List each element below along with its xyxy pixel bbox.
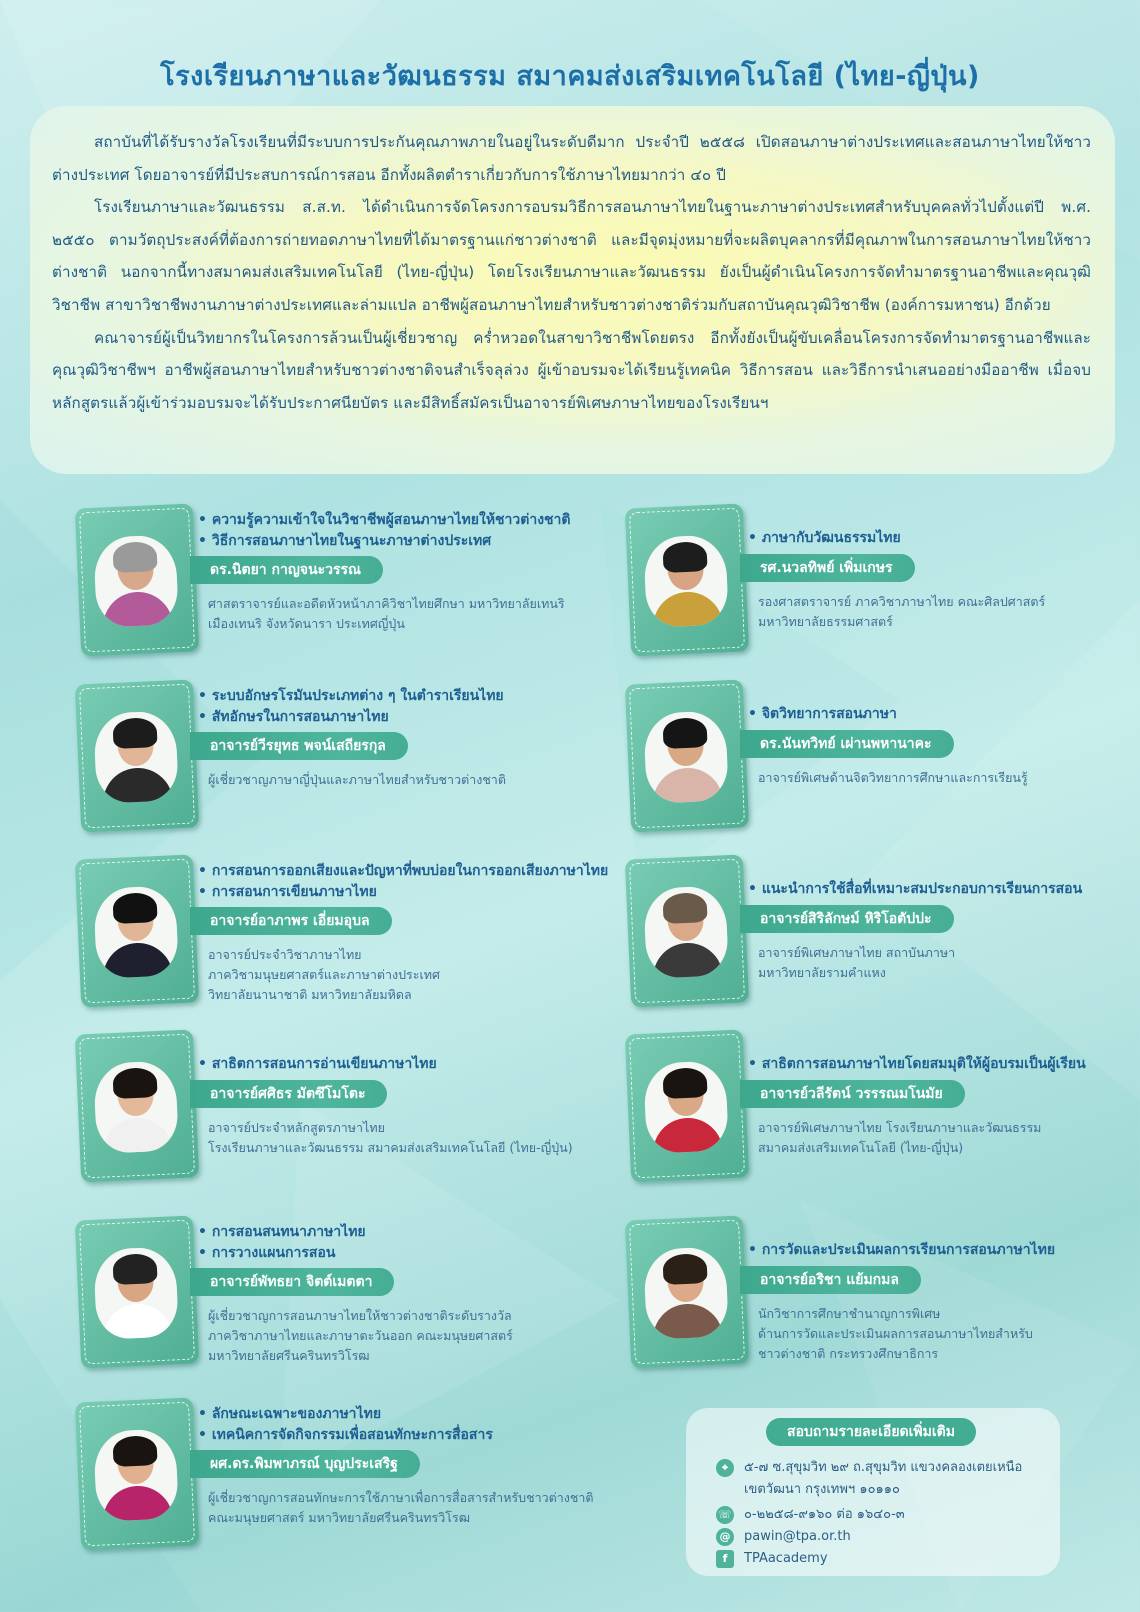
instructor-description bbox=[758, 592, 1140, 632]
intro-paragraph-1: สถาบันที่ได้รับรางวัลโรงเรียนที่มีระบบการประกันคุณภาพภายในอยู่ในระดับดีมาก ประจำปี ๒๕๕๘ เปิดสอนภาษาต่างประเทศและสอนภาษาไทยให้ชาวต่างประเทศ โดยอาจารย์ที่มีประสบการณ์การสอน อีกทั้งผลิตตำราเกี่ยวกับการใช้ภาษาไทยมากว่า ๔๐ ปี bbox=[52, 133, 1091, 184]
description-line: ผู้เชี่ยวชาญการสอนภาษาไทยให้ชาวต่างชาติระดับรางวัล bbox=[208, 1308, 512, 1323]
description-line: ผู้เชี่ยวชาญภาษาญี่ปุ่นและภาษาไทยสำหรับชาวต่างชาติ bbox=[208, 772, 506, 787]
portrait-hair bbox=[112, 1253, 157, 1285]
instructor-name: อาจารย์วีรยุทธ พจน์เสถียรกุล bbox=[190, 732, 408, 760]
description-line: คณะมนุษยศาสตร์ มหาวิทยาลัยศรีนครินทรวิโรฒ bbox=[208, 1510, 470, 1525]
topic-item: • การสอนสนทนาภาษาไทย bbox=[198, 1222, 638, 1243]
instructor-card bbox=[78, 682, 638, 842]
photo-frame bbox=[75, 1029, 199, 1182]
description-line: สมาคมส่งเสริมเทคโนโลยี (ไทย-ญี่ปุ่น) bbox=[758, 1140, 964, 1155]
portrait-head bbox=[117, 898, 155, 942]
instructor-portrait bbox=[93, 710, 179, 803]
instructor-name: อาจารย์อริชา แย้มกมล bbox=[740, 1266, 921, 1294]
description-line: อาจารย์พิเศษภาษาไทย โรงเรียนภาษาและวัฒนธรรม bbox=[758, 1120, 1042, 1135]
portrait-hair bbox=[662, 1067, 707, 1099]
instructor-card bbox=[628, 857, 1140, 1017]
photo-frame bbox=[625, 1029, 749, 1182]
location-pin-icon: ⌖ bbox=[716, 1459, 734, 1477]
instructor-card bbox=[628, 1032, 1140, 1192]
description-line: ศาสตราจารย์และอดีตหัวหน้าภาคิวิชาไทยศึกษา มหาวิทยาลัยเทนริ bbox=[208, 596, 565, 611]
portrait-hair bbox=[662, 717, 707, 749]
portrait-head bbox=[667, 1073, 705, 1117]
description-line: ภาควิชาภาษาไทยและภาษาตะวันออก คณะมนุษยศาสตร์ bbox=[208, 1328, 513, 1343]
topic-list bbox=[198, 861, 638, 903]
instructor-card bbox=[78, 1218, 638, 1378]
portrait-body bbox=[652, 591, 724, 628]
topic-list bbox=[198, 510, 638, 552]
topic-item: • การสอนการออกเสียงและปัญหาที่พบบ่อยในการออกเสียงภาษาไทย bbox=[198, 861, 638, 882]
portrait-head bbox=[117, 547, 155, 591]
topic-item: • การสอนการเขียนภาษาไทย bbox=[198, 882, 638, 903]
description-line: อาจารย์ประจำหลักสูตรภาษาไทย bbox=[208, 1120, 385, 1135]
instructor-portrait bbox=[643, 710, 729, 803]
instructor-description bbox=[758, 1304, 1140, 1364]
instructor-card bbox=[628, 682, 1140, 842]
portrait-body bbox=[102, 942, 174, 979]
portrait-body bbox=[102, 1485, 174, 1522]
instructor-portrait bbox=[93, 1428, 179, 1521]
topic-list bbox=[748, 528, 1140, 549]
portrait-body bbox=[102, 591, 174, 628]
contact-panel bbox=[686, 1408, 1060, 1576]
description-line: มหาวิทยาลัยศรีนครินทรวิโรฒ bbox=[208, 1348, 370, 1363]
description-line: รองศาสตราจารย์ ภาควิชาภาษาไทย คณะศิลปศาสตร์ bbox=[758, 594, 1046, 609]
photo-frame bbox=[625, 1215, 749, 1368]
topic-list bbox=[748, 1054, 1140, 1075]
instructor-name: อาจารย์ศศิธร มัตซึโมโตะ bbox=[190, 1080, 387, 1108]
instructor-portrait bbox=[93, 1246, 179, 1339]
instructor-description bbox=[758, 768, 1140, 788]
intro-panel bbox=[30, 106, 1115, 474]
portrait-hair bbox=[662, 1253, 707, 1285]
topic-item: • ลักษณะเฉพาะของภาษาไทย bbox=[198, 1404, 638, 1425]
instructor-name: อาจารย์สิริลักษม์ หิริโอตัปปะ bbox=[740, 905, 954, 933]
description-line: อาจารย์พิเศษด้านจิตวิทยาการศึกษาและการเรียนรู้ bbox=[758, 770, 1028, 785]
portrait-head bbox=[117, 1259, 155, 1303]
address-line-2: เขตวัฒนา กรุงเทพฯ ๑๐๑๑๐ bbox=[744, 1482, 900, 1497]
portrait-body bbox=[652, 1303, 724, 1340]
address-line-1: ๕-๗ ซ.สุขุมวิท ๒๙ ถ.สุขุมวิท แขวงคลองเตยเหนือ bbox=[744, 1460, 1023, 1475]
instructor-name: อาจารย์วลีรัตน์ วรรรณมโนมัย bbox=[740, 1080, 965, 1108]
description-line: ภาควิชามนุษยศาสตร์และภาษาต่างประเทศ bbox=[208, 967, 440, 982]
description-line: วิทยาลัยนานาชาติ มหาวิทยาลัยมหิดล bbox=[208, 987, 412, 1002]
topic-item: • ระบบอักษรโรมันประเภทต่าง ๆ ในตำราเรียนไทย bbox=[198, 686, 638, 707]
email-link[interactable]: pawin@tpa.or.th bbox=[744, 1529, 851, 1544]
topic-item: • วิธีการสอนภาษาไทยในฐานะภาษาต่างประเทศ bbox=[198, 531, 638, 552]
portrait-head bbox=[117, 723, 155, 767]
topic-list bbox=[198, 686, 638, 728]
portrait-head bbox=[667, 723, 705, 767]
photo-frame bbox=[75, 679, 199, 832]
phone-number[interactable]: ๐-๒๒๕๘-๙๑๖๐ ต่อ ๑๖๔๐-๓ bbox=[744, 1507, 905, 1522]
page-title: โรงเรียนภาษาและวัฒนธรรม สมาคมส่งเสริมเทคโนโลยี (ไทย-ญี่ปุ่น) bbox=[160, 61, 980, 92]
description-line: ด้านการวัดและประเมินผลการสอนภาษาไทยสำหรับ bbox=[758, 1326, 1033, 1341]
facebook-icon: f bbox=[716, 1550, 734, 1568]
instructor-portrait bbox=[93, 885, 179, 978]
topic-item: • การวัดและประเมินผลการเรียนการสอนภาษาไทย bbox=[748, 1240, 1140, 1261]
description-line: อาจารย์พิเศษภาษาไทย สถาบันภาษา bbox=[758, 945, 956, 960]
description-line: โรงเรียนภาษาและวัฒนธรรม สมาคมส่งเสริมเทคโนโลยี (ไทย-ญี่ปุ่น) bbox=[208, 1140, 573, 1155]
topic-list bbox=[748, 879, 1140, 900]
portrait-body bbox=[652, 942, 724, 979]
instructor-name: อาจารย์พัทธยา จิตต์เมตตา bbox=[190, 1268, 394, 1296]
description-line: มหาวิทยาลัยธรรมศาสตร์ bbox=[758, 614, 893, 629]
photo-frame bbox=[75, 854, 199, 1007]
instructor-portrait bbox=[643, 534, 729, 627]
portrait-head bbox=[117, 1441, 155, 1485]
portrait-head bbox=[117, 1073, 155, 1117]
instructor-description bbox=[208, 1306, 638, 1366]
photo-frame bbox=[75, 1397, 199, 1550]
phone-icon: ☏ bbox=[716, 1506, 734, 1524]
instructor-portrait bbox=[643, 1246, 729, 1339]
topic-item: • ความรู้ความเข้าใจในวิชาชีพผู้สอนภาษาไทยให้ชาวต่างชาติ bbox=[198, 510, 638, 531]
photo-frame bbox=[75, 503, 199, 656]
portrait-hair bbox=[662, 892, 707, 924]
instructor-card bbox=[628, 506, 1140, 666]
instructor-card bbox=[78, 1400, 638, 1560]
instructor-portrait bbox=[643, 1060, 729, 1153]
photo-frame bbox=[625, 679, 749, 832]
topic-list bbox=[198, 1222, 638, 1264]
instructor-portrait bbox=[93, 534, 179, 627]
instructor-description bbox=[208, 594, 638, 634]
instructor-description bbox=[208, 1118, 638, 1158]
portrait-head bbox=[667, 898, 705, 942]
contact-title: สอบถามรายละเอียดเพิ่มเติม bbox=[766, 1418, 976, 1446]
instructor-description bbox=[758, 943, 1140, 983]
topic-item: • ภาษากับวัฒนธรรมไทย bbox=[748, 528, 1140, 549]
instructor-card bbox=[78, 857, 638, 1017]
instructor-card bbox=[78, 1032, 638, 1192]
description-line: มหาวิทยาลัยรามคำแหง bbox=[758, 965, 886, 980]
portrait-hair bbox=[112, 1435, 157, 1467]
topic-item: • เทคนิคการจัดกิจกรรมเพื่อสอนทักษะการสื่อสาร bbox=[198, 1425, 638, 1446]
topic-item: • การวางแผนการสอน bbox=[198, 1243, 638, 1264]
description-line: อาจารย์ประจำวิชาภาษาไทย bbox=[208, 947, 362, 962]
portrait-body bbox=[102, 767, 174, 804]
instructor-card bbox=[628, 1218, 1140, 1378]
instructor-name: อาจารย์อาภาพร เอี่ยมอุบล bbox=[190, 907, 392, 935]
topic-item: • สัทอักษรในการสอนภาษาไทย bbox=[198, 707, 638, 728]
instructor-portrait bbox=[93, 1060, 179, 1153]
instructor-name: รศ.นวลทิพย์ เพิ่มเกษร bbox=[740, 554, 915, 582]
topic-list bbox=[748, 704, 1140, 725]
topic-item: • แนะนำการใช้สื่อที่เหมาะสมประกอบการเรียนการสอน bbox=[748, 879, 1140, 900]
intro-paragraph-3: คณาจารย์ผู้เป็นวิทยากรในโครงการล้วนเป็นผู้เชี่ยวชาญ คร่ำหวอดในสาขาวิชาชีพโดยตรง อีกทั้งยังเป็นผู้ขับเคลื่อนโครงการจัดทำมาตรฐานอาชีพและคุณวุฒิวิชาชีพฯ อาชีพผู้สอนภาษาไทยสำหรับชาวต่างชาติจนสำเร็จลุล่วง ผู้เข้าอบรมจะได้เรียนรู้เทคนิค วิธีการสอน และวิธีการนำเสนออย่างมืออาชีพ เมื่อจบหลักสูตรแล้วผู้เข้าร่วมอบรมจะได้รับประกาศนียบัตร และมีสิทธิ์สมัครเป็นอาจารย์พิเศษภาษาไทยของโรงเรียนฯ bbox=[52, 328, 1091, 412]
photo-frame bbox=[625, 854, 749, 1007]
photo-frame bbox=[75, 1215, 199, 1368]
portrait-head bbox=[667, 1259, 705, 1303]
topic-list bbox=[748, 1240, 1140, 1261]
at-sign-icon: @ bbox=[716, 1528, 734, 1546]
description-line: เมืองเทนริ จังหวัดนารา ประเทศญี่ปุ่น bbox=[208, 616, 405, 631]
portrait-body bbox=[652, 1117, 724, 1154]
portrait-body bbox=[652, 767, 724, 804]
instructor-name: ผศ.ดร.พิมพาภรณ์ บุญประเสริฐ bbox=[190, 1450, 420, 1478]
portrait-hair bbox=[662, 541, 707, 573]
instructor-portrait bbox=[643, 885, 729, 978]
topic-list bbox=[198, 1404, 638, 1446]
portrait-hair bbox=[112, 892, 157, 924]
instructor-description bbox=[208, 770, 638, 790]
facebook-link[interactable]: TPAacademy bbox=[744, 1551, 828, 1566]
instructor-description bbox=[208, 1488, 638, 1528]
instructor-name: ดร.นันทวิทย์ เผ่านพหานาคะ bbox=[740, 730, 954, 758]
photo-frame bbox=[625, 503, 749, 656]
topic-item: • สาธิตการสอนการอ่านเขียนภาษาไทย bbox=[198, 1054, 638, 1075]
topic-list bbox=[198, 1054, 638, 1075]
portrait-body bbox=[102, 1117, 174, 1154]
portrait-body bbox=[102, 1303, 174, 1340]
description-line: ผู้เชี่ยวชาญการสอนทักษะการใช้ภาษาเพื่อการสื่อสารสำหรับชาวต่างชาติ bbox=[208, 1490, 594, 1505]
topic-item: • จิตวิทยาการสอนภาษา bbox=[748, 704, 1140, 725]
intro-paragraph-2: โรงเรียนภาษาและวัฒนธรรม ส.ส.ท. ได้ดำเนินการจัดโครงการอบรมวิธีการสอนภาษาไทยในฐานะภาษาต่างประเทศสำหรับบุคคลทั่วไปตั้งแต่ปี พ.ศ. ๒๕๕๐ ตามวัตถุประสงค์ที่ต้องการถ่ายทอดภาษาไทยที่ได้มาตรฐานแก่ชาวต่างชาติ และมีจุดมุ่งหมายที่จะผลิตบุคลากรที่มีคุณภาพในการสอนภาษาไทยให้ชาวต่างชาติ นอกจากนี้ทางสมาคมส่งเสริมเทคโนโลยี (ไทย-ญี่ปุ่น) โดยโรงเรียนภาษาและวัฒนธรรม ยังเป็นผู้ดำเนินโครงการจัดทำมาตรฐานอาชีพและคุณวุฒิวิชาชีพ สาขาวิชาชีพงานภาษาต่างประเทศและล่ามแปล อาชีพผู้สอนภาษาไทยสำหรับชาวต่างชาติร่วมกับสถาบันคุณวุฒิวิชาชีพ (องค์การมหาชน) อีกด้วย bbox=[52, 198, 1091, 314]
portrait-head bbox=[667, 547, 705, 591]
topic-item: • สาธิตการสอนภาษาไทยโดยสมมุติให้ผู้อบรมเป็นผู้เรียน bbox=[748, 1054, 1140, 1075]
portrait-hair bbox=[112, 717, 157, 749]
description-line: ชาวต่างชาติ กระทรวงศึกษาธิการ bbox=[758, 1346, 939, 1361]
instructor-description bbox=[208, 945, 638, 1005]
description-line: นักวิชาการศึกษาชำนาญการพิเศษ bbox=[758, 1306, 941, 1321]
portrait-hair bbox=[112, 1067, 157, 1099]
portrait-hair bbox=[112, 541, 157, 573]
instructor-card bbox=[78, 506, 638, 666]
instructor-description bbox=[758, 1118, 1140, 1158]
instructor-name: ดร.นิตยา กาญจนะวรรณ bbox=[190, 556, 383, 584]
